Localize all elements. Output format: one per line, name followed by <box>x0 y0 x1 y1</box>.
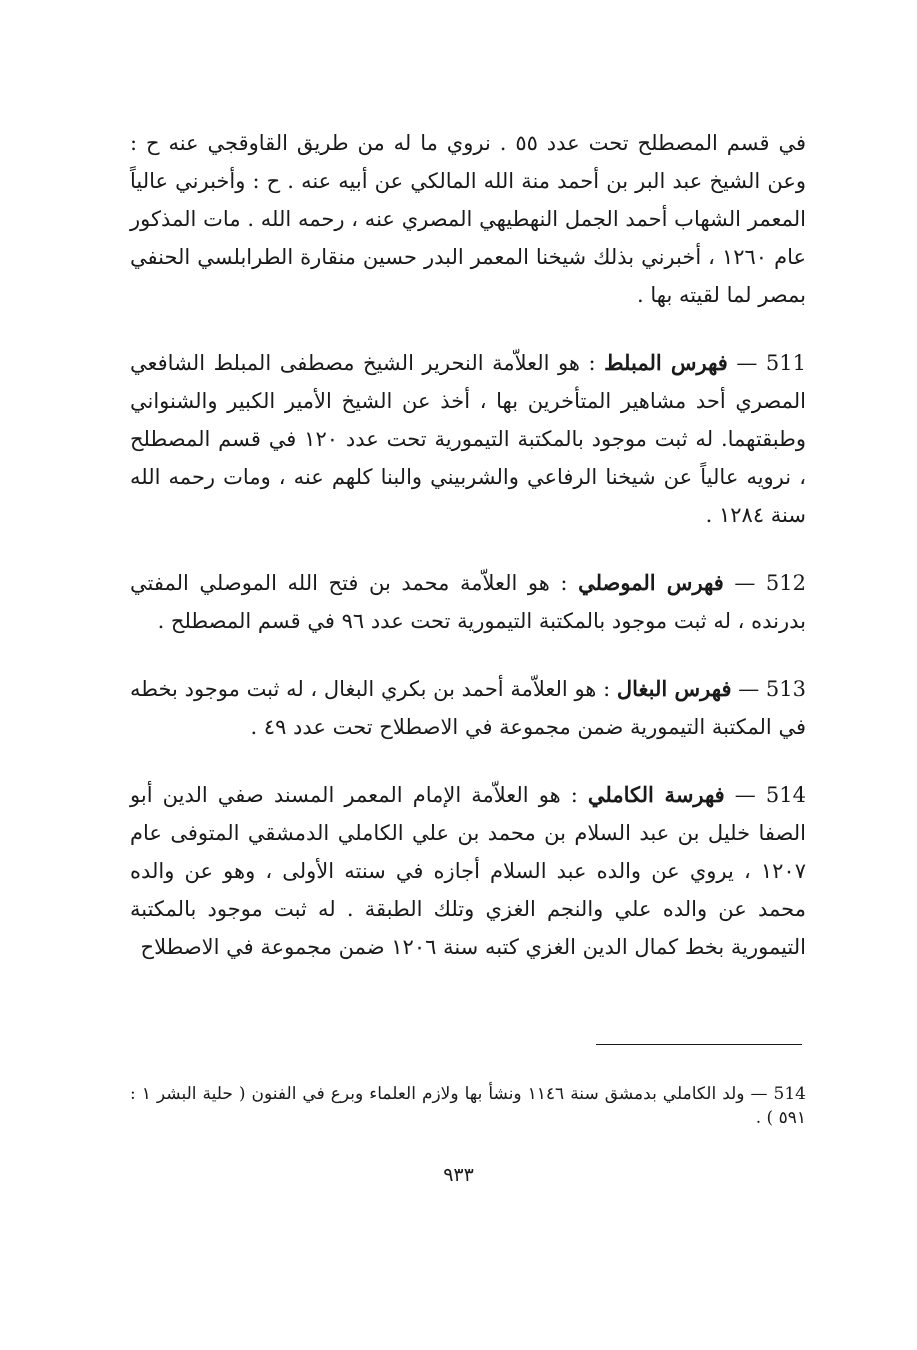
entry-title: فهرس البغال <box>616 676 732 701</box>
page-number: ٩٣٣ <box>443 1164 474 1186</box>
entry-text: هو العلاّمة أحمد بن بكري البغال ، له ثبت موجود بخطه في المكتبة التيمورية ضمن مجموعة في الاصطلاح تحت عدد ٤٩ . <box>130 677 806 739</box>
entry-number: 514 <box>765 783 806 807</box>
entry-dash: — <box>723 571 766 595</box>
entry-text: في قسم المصطلح تحت عدد ٥٥ . نروي ما له من طريق القاوقجي عنه ح : وعن الشيخ عبد البر بن أحمد منة الله المالكي عن أبيه عنه . ح : وأخبرني عالياً المعمر الشهاب أحمد الجمل النهطيهي المصري عنه ، رحمه الله . مات المذكور عام ١٢٦٠ ، أخبرني بذلك شيخنا المعمر البدر حسين منقارة الطرابلسي الحنفي بمصر لما لقيته بها . <box>130 131 807 307</box>
footnote <box>130 1082 806 1130</box>
entry-continuation <box>130 124 806 314</box>
footnote-dash: — <box>744 1084 774 1104</box>
entry-511 <box>130 344 806 534</box>
entry-514 <box>130 776 806 966</box>
entry-number: 511 <box>765 351 806 375</box>
entry-title: فهرس الموصلي <box>578 570 724 595</box>
entry-512 <box>130 564 806 640</box>
entry-text: هو العلاّمة محمد بن فتح الله الموصلي المفتي بدرنده ، له ثبت موجود بالمكتبة التيمورية تحت عدد ٩٦ في قسم المصطلح . <box>130 571 806 633</box>
entry-separator: : <box>579 351 605 375</box>
entry-number: 513 <box>765 677 806 701</box>
entry-dash: — <box>724 783 766 807</box>
entry-title: فهرسة الكاملي <box>587 782 725 807</box>
entry-text: هو العلاّمة النحرير الشيخ مصطفى المبلط الشافعي المصري أحد مشاهير المتأخرين بها ، أخذ عن الشيخ الأمير الكبير والشنواني وطبقتهما. له ثبت موجود بالمكتبة التيمورية تحت عدد ١٢٠ في قسم المصطلح ، نرويه عالياً عن شيخنا الرفاعي والشربيني والبنا كلهم عنه ، ومات رحمه الله سنة ١٢٨٤ . <box>130 351 806 527</box>
entry-separator: : <box>596 677 617 701</box>
footnote-text: ولد الكاملي بدمشق سنة ١١٤٦ ونشأ بها ولازم العلماء وبرع في الفنون ( حلية البشر ١ : ٥٩١ ) . <box>130 1084 806 1128</box>
footnote-number: 514 <box>773 1084 806 1104</box>
page-body <box>130 124 806 966</box>
entry-text: هو العلاّمة الإمام المعمر المسند صفي الدين أبو الصفا خليل بن عبد السلام بن محمد بن علي الكاملي الدمشقي المتوفى عام ١٢٠٧ ، يروي عن والده عبد السلام أجازه في سنته الأولى ، وهو عن والده محمد عن والده علي والنجم الغزي وتلك الطبقة . له ثبت موجود بالمكتبة التيمورية بخط كمال الدين الغزي كتبه سنة ١٢٠٦ ضمن مجموعة في الاصطلاح <box>130 783 806 959</box>
entry-dash: — <box>727 351 766 375</box>
entry-separator: : <box>549 571 579 595</box>
entry-dash: — <box>731 677 766 701</box>
entry-513 <box>130 670 806 746</box>
entry-number: 512 <box>765 571 807 595</box>
entry-separator: : <box>560 783 588 807</box>
entry-title: فهرس المبلط <box>604 350 728 375</box>
footnote-divider <box>596 1044 802 1045</box>
